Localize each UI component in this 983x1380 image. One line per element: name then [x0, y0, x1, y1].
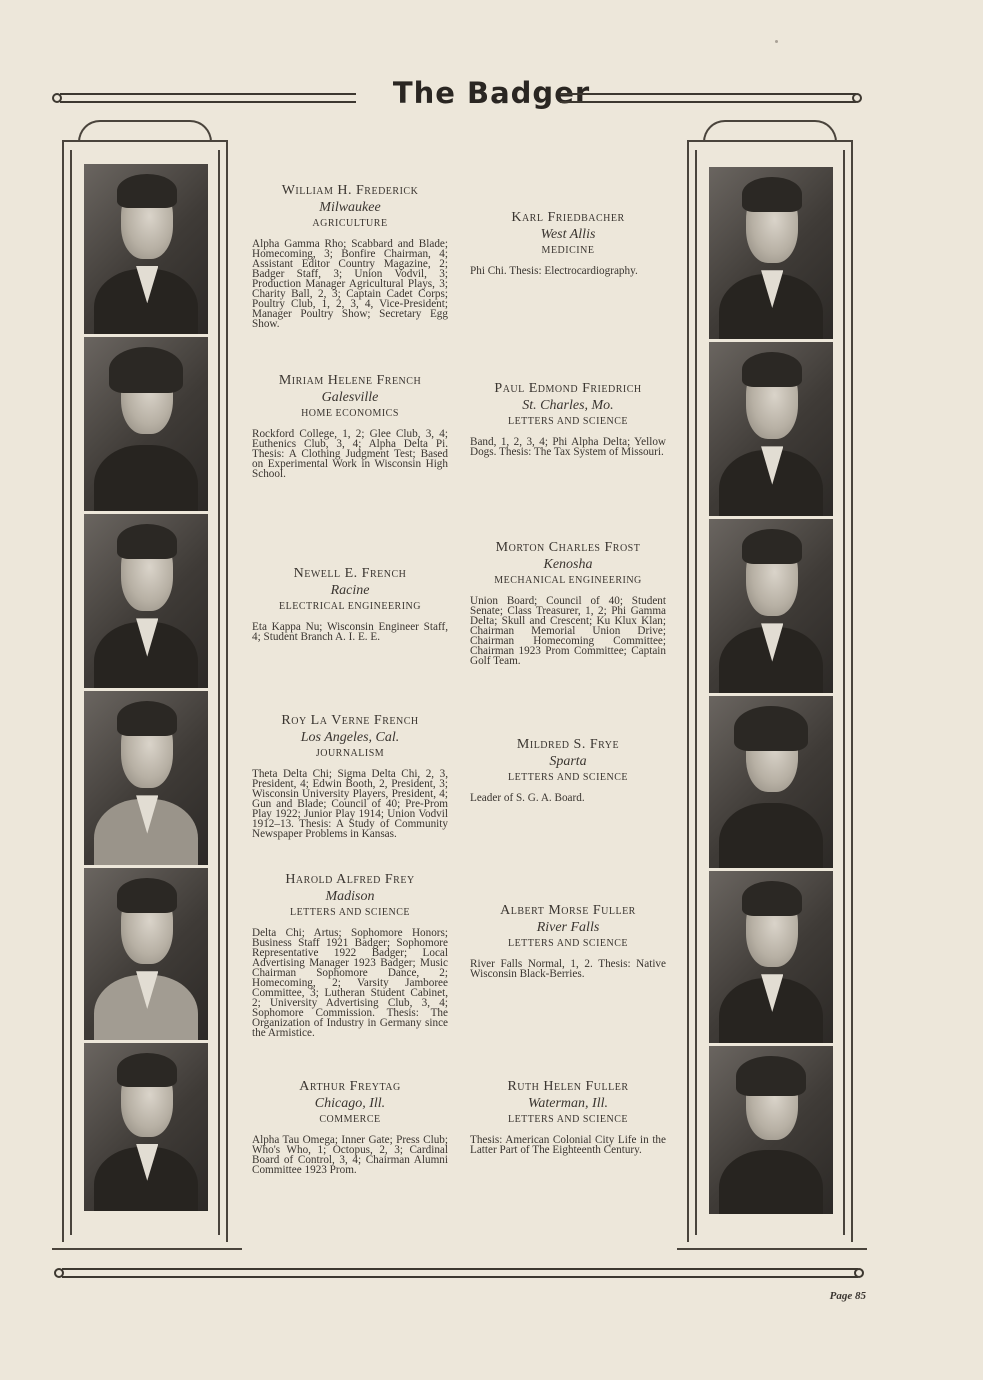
entry-department: LETTERS AND SCIENCE: [507, 416, 629, 427]
entry-description: Union Board; Council of 40; Student Senate; Class Treasurer, 1, 2; Phi Gamma Delta; Skull and Crescent; Ku Klux Klan; Chairman Memorial Union Drive; Chairman Homecoming Committee; Chairman 1923 Prom Committee; Captain Golf Team.: [470, 595, 666, 667]
page-title: The Badger: [392, 76, 591, 110]
entry-karl-friedbacher: [470, 209, 666, 276]
portrait-william-frederick: [84, 164, 208, 334]
entry-description: Leader of S. G. A. Board.: [470, 792, 585, 804]
entry-name: Miriam Helene French: [278, 373, 422, 388]
entry-description: River Falls Normal, 1, 2. Thesis: Native Wisconsin Black-Berries.: [470, 958, 666, 980]
entry-description: Delta Chi; Artus; Sophomore Honors; Business Staff 1921 Badger; Sophomore Representative 1922 Badger; Local Advertising Manager 1923 Badger; Music Chairman Sophomore Dance, 2; Homecoming, 2; Varsity Jamboree Committee, 3; Lutheran Student Cabinet, 2; University Advertising Club, 3, 4; Sophomore Commission. Thesis: The Organization of Industry in Germany since the Armistice.: [252, 927, 448, 1039]
entry-department: MEDICINE: [541, 245, 595, 256]
entry-description: Alpha Tau Omega; Inner Gate; Press Club; Who's Who, 1; Octopus, 2, 3; Cardinal Board of Control, 3, 4; Chairman Alumni Committee 1923 Prom.: [252, 1134, 448, 1176]
entry-department: LETTERS AND SCIENCE: [507, 772, 629, 783]
entry-ruth-fuller: [470, 1078, 666, 1155]
entry-city: West Allis: [540, 227, 596, 242]
footer-rule: [62, 1268, 858, 1278]
entry-city: Madison: [325, 889, 375, 904]
portrait-arthur-freytag: [84, 1043, 208, 1211]
portrait-albert-fuller: [709, 871, 833, 1043]
entry-department: AGRICULTURE: [312, 218, 388, 229]
entry-harold-frey: [252, 871, 448, 1038]
entry-city: Sparta: [549, 754, 587, 769]
left-frame-cap: [78, 120, 212, 142]
entry-newell-french: [252, 565, 448, 642]
entry-description: Thesis: American Colonial City Life in the Latter Part of The Eighteenth Century.: [470, 1134, 666, 1156]
entry-department: MECHANICAL ENGINEERING: [494, 575, 642, 586]
entry-city: Galesville: [321, 390, 379, 405]
portrait-morton-frost: [709, 519, 833, 693]
entry-city: Waterman, Ill.: [528, 1096, 608, 1111]
entry-arthur-freytag: [252, 1078, 448, 1175]
portrait-paul-friedrich: [709, 342, 833, 516]
left-frame-base: [52, 1248, 242, 1262]
entry-name: William H. Frederick: [281, 183, 419, 198]
entry-department: HOME ECONOMICS: [301, 408, 399, 419]
header-rule-right: [560, 93, 856, 103]
entry-description: Eta Kappa Nu; Wisconsin Engineer Staff, 4; Student Branch A. I. E. E.: [252, 621, 448, 643]
entry-description: Band, 1, 2, 3, 4; Phi Alpha Delta; Yellow Dogs. Thesis: The Tax System of Missouri.: [470, 436, 666, 458]
entry-city: Racine: [330, 583, 370, 598]
entry-department: COMMERCE: [319, 1114, 381, 1125]
entry-name: Paul Edmond Friedrich: [494, 381, 642, 396]
entry-morton-frost: [470, 539, 666, 666]
entry-description: Alpha Gamma Rho; Scabbard and Blade; Homecoming, 3; Bonfire Chairman, 4; Assistant Editor Country Magazine, 2; Badger Staff, 3; Union Vodvil, 3; Production Manager Agricultural Plays, 3; Charity Ball, 2, 3; Captain Cadet Corps; Poultry Club, 1, 2, 3, 4, Vice-President; Manager Poultry Show; Secretary Egg Show.: [252, 238, 448, 330]
entry-city: Chicago, Ill.: [314, 1096, 386, 1111]
portrait-ruth-fuller: [709, 1046, 833, 1214]
portrait-karl-friedbacher: [709, 167, 833, 339]
header-rule-right-end: [852, 93, 862, 103]
entry-department: JOURNALISM: [315, 748, 385, 759]
entry-name: Arthur Freytag: [299, 1079, 401, 1094]
entry-william-frederick: [252, 182, 448, 329]
entry-department: LETTERS AND SCIENCE: [507, 938, 629, 949]
entry-name: Mildred S. Frye: [516, 737, 620, 752]
entry-name: Roy La Verne French: [281, 713, 419, 728]
entry-department: LETTERS AND SCIENCE: [507, 1114, 629, 1125]
entry-city: St. Charles, Mo.: [522, 398, 614, 413]
entry-mildred-frye: [470, 736, 666, 803]
portrait-newell-french: [84, 514, 208, 688]
entry-description: Phi Chi. Thesis: Electrocardiography.: [470, 265, 638, 277]
entry-department: ELECTRICAL ENGINEERING: [279, 601, 421, 612]
entry-name: Karl Friedbacher: [511, 210, 625, 225]
entry-name: Morton Charles Frost: [495, 540, 641, 555]
entry-albert-fuller: [470, 902, 666, 979]
paper-speck: [775, 40, 778, 43]
portrait-roy-french: [84, 691, 208, 865]
entry-description: Theta Delta Chi; Sigma Delta Chi, 2, 3, President, 4; Edwin Booth, 2, President, 3; Wisconsin University Players, President, 4; Gun and Blade; Council of 40; Pre-Prom Play 1922; Junior Play 1914; Union Vodvil 1912–13. Thesis: A Study of Community Newspaper Problems in Kansas.: [252, 768, 448, 840]
portrait-harold-frey: [84, 868, 208, 1040]
footer-rule-right-end: [854, 1268, 864, 1278]
entry-city: Los Angeles, Cal.: [300, 730, 400, 745]
entry-roy-french: [252, 712, 448, 839]
entry-name: Newell E. French: [293, 566, 407, 581]
entry-city: River Falls: [536, 920, 600, 935]
entry-name: Albert Morse Fuller: [500, 903, 636, 918]
entry-city: Kenosha: [543, 557, 593, 572]
entry-paul-friedrich: [470, 380, 666, 457]
portrait-miriam-french: [84, 337, 208, 511]
entry-description: Rockford College, 1, 2; Glee Club, 3, 4; Euthenics Club, 3, 4; Alpha Delta Pi. Thesis: A Clothing Judgment Test; Based on Experimental Work in Wisconsin High School.: [252, 428, 448, 480]
page-number: Page 85: [829, 1290, 866, 1302]
entry-department: LETTERS AND SCIENCE: [289, 907, 411, 918]
entry-name: Ruth Helen Fuller: [507, 1079, 629, 1094]
entry-miriam-french: [252, 372, 448, 479]
right-frame-base: [677, 1248, 867, 1262]
portrait-mildred-frye: [709, 696, 833, 868]
right-frame-cap: [703, 120, 837, 142]
entry-name: Harold Alfred Frey: [285, 872, 415, 887]
entry-city: Milwaukee: [319, 200, 381, 215]
